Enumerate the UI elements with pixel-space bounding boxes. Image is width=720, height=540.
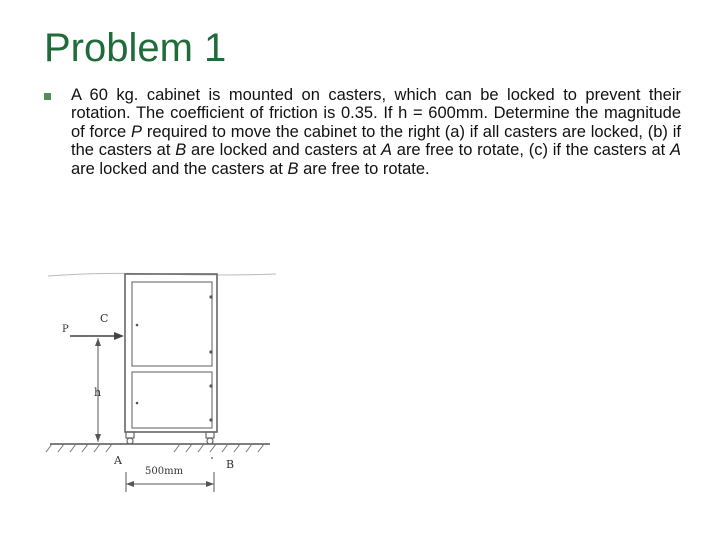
width-label: 500mm <box>145 466 184 477</box>
point-b-label: B <box>226 458 235 471</box>
variable-text: A <box>670 141 682 160</box>
statement-text: required to move the cabinet to the right (a) if all casters are locked, (b) if the casters at <box>71 122 681 160</box>
statement-text: A 60 kg. cabinet is mounted on casters, which can be locked to prevent their rotation. The coefficient of friction is 0.35. If h = 600mm. Determine the magnitude of force <box>71 86 681 141</box>
variable-text: B <box>175 141 187 160</box>
floor-hatching <box>46 444 264 452</box>
statement-text: are locked and the casters at <box>71 159 288 178</box>
cabinet-diagram <box>40 262 290 502</box>
cabinet-body <box>125 274 217 432</box>
caster-b-icon <box>206 432 214 444</box>
height-label: h <box>94 386 102 399</box>
variable-text: B <box>287 159 299 178</box>
bullet-square-icon <box>44 93 51 100</box>
force-label: P <box>62 324 69 335</box>
point-a-label: A <box>114 454 122 467</box>
statement-text: are locked and casters at <box>186 141 381 160</box>
cabinet-upper-door <box>132 282 212 366</box>
statement-text: are free to rotate. <box>298 159 430 178</box>
problem-statement <box>71 86 681 178</box>
cabinet-lower-door <box>132 372 212 428</box>
slide-title: Problem 1 <box>44 26 227 70</box>
point-c-label: C <box>100 312 109 325</box>
caster-a-icon <box>126 432 134 444</box>
variable-text: P <box>131 122 143 141</box>
variable-text: A <box>380 141 392 160</box>
statement-text: are free to rotate, (c) if the casters at <box>391 141 670 160</box>
force-arrowhead-icon <box>114 332 124 340</box>
